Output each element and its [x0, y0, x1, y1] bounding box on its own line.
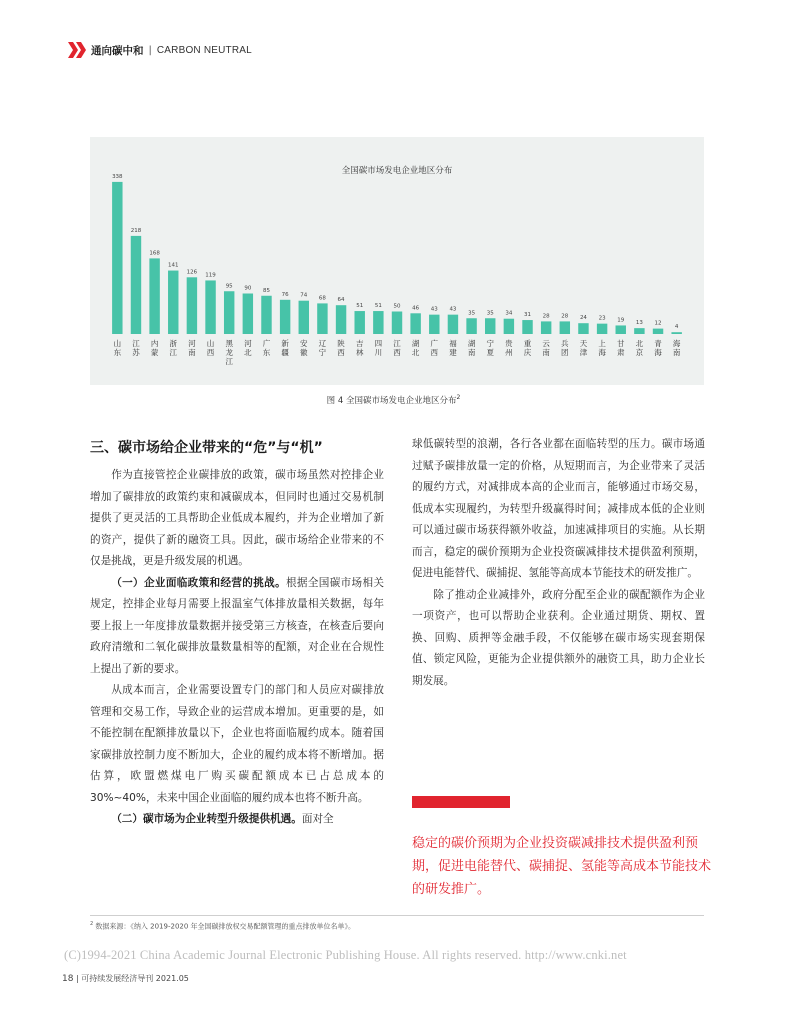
category-label: 河南 [188, 339, 196, 357]
bar-四川 [373, 311, 383, 334]
paragraph [90, 465, 384, 573]
category-label: 天津 [579, 339, 588, 357]
bar-海南 [671, 332, 681, 334]
journal-name: 可持续发展经济导刊 [81, 974, 154, 983]
category-label: 贵州 [505, 339, 513, 357]
double-chevron-icon [68, 42, 86, 58]
bar-北京 [634, 328, 644, 334]
bar-value-label: 95 [225, 283, 233, 290]
chart-title: 全国碳市场发电企业地区分布 [341, 166, 453, 176]
section-title: 通向碳中和 [91, 44, 144, 57]
figure-caption-text: 图 4 全国碳市场发电企业地区分布 [326, 396, 457, 406]
paragraph-text: 作为直接管控企业碳排放的政策，碳市场虽然对控排企业增加了碳排放的政策约束和减碳成本，但同时也通过交易机制提供了更灵活的工具帮助企业低成本履约，并为企业增加了新的资产，提供了新的融资工具。因此，碳市场给企业带来的不仅是挑战，更是升级发展的机遇。 [90, 469, 384, 567]
bar-value-label: 90 [244, 285, 252, 292]
bar-value-label: 46 [412, 305, 420, 312]
bar-value-label: 50 [393, 303, 401, 310]
category-label: 江苏 [132, 339, 140, 357]
category-label: 新疆 [281, 339, 289, 357]
category-label: 陕西 [337, 339, 345, 357]
footnote-divider [90, 915, 704, 916]
bar-安徽 [299, 301, 309, 334]
bar-value-label: 28 [542, 313, 550, 320]
bar-上海 [597, 324, 607, 334]
footnote-text: 数据来源：《纳入 2019-2020 年全国碳排放权交易配额管理的重点排放单位名单》。 [95, 922, 356, 931]
paragraph-text: 从成本而言，企业需要设置专门的部门和人员应对碳排放管理和交易工作，导致企业的运营成本增加。更重要的是，如不能控制在配额排放量以下，企业也将面临履约成本。随着国家碳排放控制力度不断加大，企业的履约成本将不断增加。据估算，欧盟燃煤电厂购买碳配额成本已占总成本的 30%~40%，未来中国企业面临的履约成本也将不断升高。 [90, 684, 384, 804]
section-header [68, 40, 252, 60]
bar-value-label: 119 [205, 272, 216, 279]
bar-value-label: 28 [561, 313, 569, 320]
paragraph [90, 573, 384, 681]
bar-value-label: 24 [579, 315, 587, 322]
bar-value-label: 12 [654, 320, 662, 327]
bar-湖北 [410, 313, 420, 334]
bar-value-label: 218 [130, 227, 142, 234]
category-label: 宁夏 [486, 339, 494, 357]
bar-福建 [448, 315, 458, 334]
bar-value-label: 85 [262, 287, 270, 294]
category-label: 内蒙 [150, 339, 159, 357]
header-separator: | [148, 44, 152, 56]
category-label: 安徽 [300, 339, 308, 357]
paragraph-text: 根据全国碳市场相关规定，控排企业每月需要上报温室气体排放量相关数据，每年要上报上一年度排放量数据并接受第三方核查，在核查后要向政府清缴和二氧化碳排放量数量相等的配额，对企业在合规性上提出了新的要求。 [90, 576, 384, 675]
footnote-number: 2 [90, 921, 94, 927]
bar-value-label: 31 [524, 312, 532, 319]
category-label: 甘肃 [616, 339, 625, 357]
figure-caption [0, 394, 787, 406]
bar-value-label: 13 [635, 320, 643, 327]
footnote [90, 921, 355, 931]
category-label: 湖南 [467, 339, 476, 357]
bar-chart-svg [90, 137, 704, 385]
bar-value-label: 23 [598, 315, 606, 322]
copyright-watermark: (C)1994-2021 China Academic Journal Electronic Publishing House. All rights reserved. http://www.cnki.net [64, 948, 627, 962]
bar-湖南 [466, 318, 476, 334]
paragraph [90, 809, 384, 831]
issue-number: 2021.05 [155, 974, 189, 983]
bar-江苏 [131, 236, 141, 334]
bar-chart [90, 137, 704, 385]
category-label: 青海 [654, 339, 662, 357]
category-label: 辽宁 [318, 339, 327, 357]
category-label: 北京 [635, 339, 644, 357]
right-column [412, 434, 705, 692]
section-heading: 三、碳市场给企业带来的“危”与“机” [90, 440, 323, 456]
bar-value-label: 43 [449, 306, 457, 313]
paragraph: 球低碳转型的浪潮，各行各业都在面临转型的压力。碳市场通过赋予碳排放量一定的价格，从短期而言，为企业带来了灵活的履约方式，对减排成本高的企业而言，能够通过市场交易，低成本实现履约，为转型升级赢得时间；减排成本低的企业则可以通过碳市场获得额外收益，加速减排项目的实施。从长期而言，稳定的碳价预期为企业投资碳减排技术提供盈利预期，促进电能替代、碳捕捉、氢能等高成本节能技术的研发推广。 [412, 438, 705, 579]
bar-山西 [205, 280, 215, 334]
bar-value-label: 338 [112, 173, 123, 180]
bar-value-label: 64 [337, 297, 345, 304]
category-label: 山东 [113, 339, 122, 357]
bar-江西 [392, 312, 402, 335]
paragraph-bold: （二）碳市场为企业转型升级提供机遇。 [111, 813, 302, 825]
paragraph: 除了推动企业减排外，政府分配至企业的碳配额作为企业一项资产，也可以帮助企业获利。企业通过期货、期权、置换、回购、质押等金融手段，不仅能够在碳市场实现套期保值、锁定风险，更能为企业提供额外的融资工具，助力企业长期发展。 [412, 588, 705, 687]
bar-value-label: 141 [168, 262, 179, 269]
left-column [90, 437, 384, 831]
page-number: 18 [62, 974, 74, 984]
bar-value-label: 35 [468, 310, 476, 317]
page-footer [62, 973, 189, 984]
bar-value-label: 35 [486, 310, 494, 317]
category-label: 福建 [449, 339, 457, 357]
bar-value-label: 68 [318, 295, 326, 302]
category-label: 上海 [598, 339, 606, 357]
bar-山东 [112, 182, 122, 334]
bar-重庆 [522, 320, 532, 334]
category-label: 江西 [393, 339, 401, 357]
paragraph-bold: （一）企业面临政策和经营的挑战。 [111, 576, 286, 589]
bar-甘肃 [616, 325, 626, 334]
category-label: 兵团 [561, 339, 569, 357]
bar-广西 [429, 315, 439, 334]
category-label: 四川 [374, 339, 383, 357]
bar-天津 [578, 323, 588, 334]
figure-caption-note-ref: 2 [456, 394, 461, 402]
bar-value-label: 51 [374, 303, 382, 310]
category-label: 广西 [430, 339, 439, 357]
category-label: 湖北 [411, 339, 420, 357]
category-label: 广东 [262, 339, 271, 357]
bar-陕西 [336, 305, 346, 334]
bar-云南 [541, 321, 551, 334]
category-label: 海南 [672, 339, 681, 357]
bar-新疆 [280, 300, 290, 334]
bar-value-label: 34 [505, 310, 513, 317]
pull-quote-accent-bar [412, 796, 510, 808]
category-label: 山西 [206, 339, 215, 357]
footer-separator: | [76, 974, 79, 983]
category-label: 云南 [542, 339, 550, 357]
bar-value-label: 126 [186, 269, 198, 276]
bar-内蒙 [149, 258, 159, 334]
bar-吉林 [354, 311, 364, 334]
bar-贵州 [504, 319, 514, 334]
bar-宁夏 [485, 318, 495, 334]
bar-辽宁 [317, 303, 327, 334]
section-title-en: CARBON NEUTRAL [156, 44, 252, 56]
bar-value-label: 168 [149, 250, 160, 257]
paragraph-text: 面对全 [301, 813, 334, 825]
bar-河北 [243, 294, 253, 335]
category-label: 河北 [244, 339, 252, 357]
category-label: 重庆 [523, 339, 532, 357]
bar-value-label: 19 [617, 317, 625, 324]
bar-青海 [653, 329, 663, 334]
bar-value-label: 43 [430, 306, 438, 313]
bar-浙江 [168, 271, 178, 334]
bar-value-label: 51 [356, 303, 364, 310]
paragraph [90, 680, 384, 809]
bar-value-label: 4 [674, 324, 679, 331]
category-label: 浙江 [169, 339, 178, 357]
bar-广东 [261, 296, 271, 334]
category-label: 黑龙江 [225, 339, 233, 366]
bar-兵团 [560, 321, 570, 334]
bar-河南 [187, 277, 197, 334]
bar-value-label: 76 [281, 291, 289, 298]
bar-黑龙江 [224, 291, 234, 334]
pull-quote: 稳定的碳价预期为企业投资碳减排技术提供盈利预期，促进电能替代、碳捕捉、氢能等高成本节能技术的研发推广。 [412, 836, 712, 897]
bar-value-label: 74 [300, 292, 308, 299]
category-label: 吉林 [355, 339, 364, 357]
